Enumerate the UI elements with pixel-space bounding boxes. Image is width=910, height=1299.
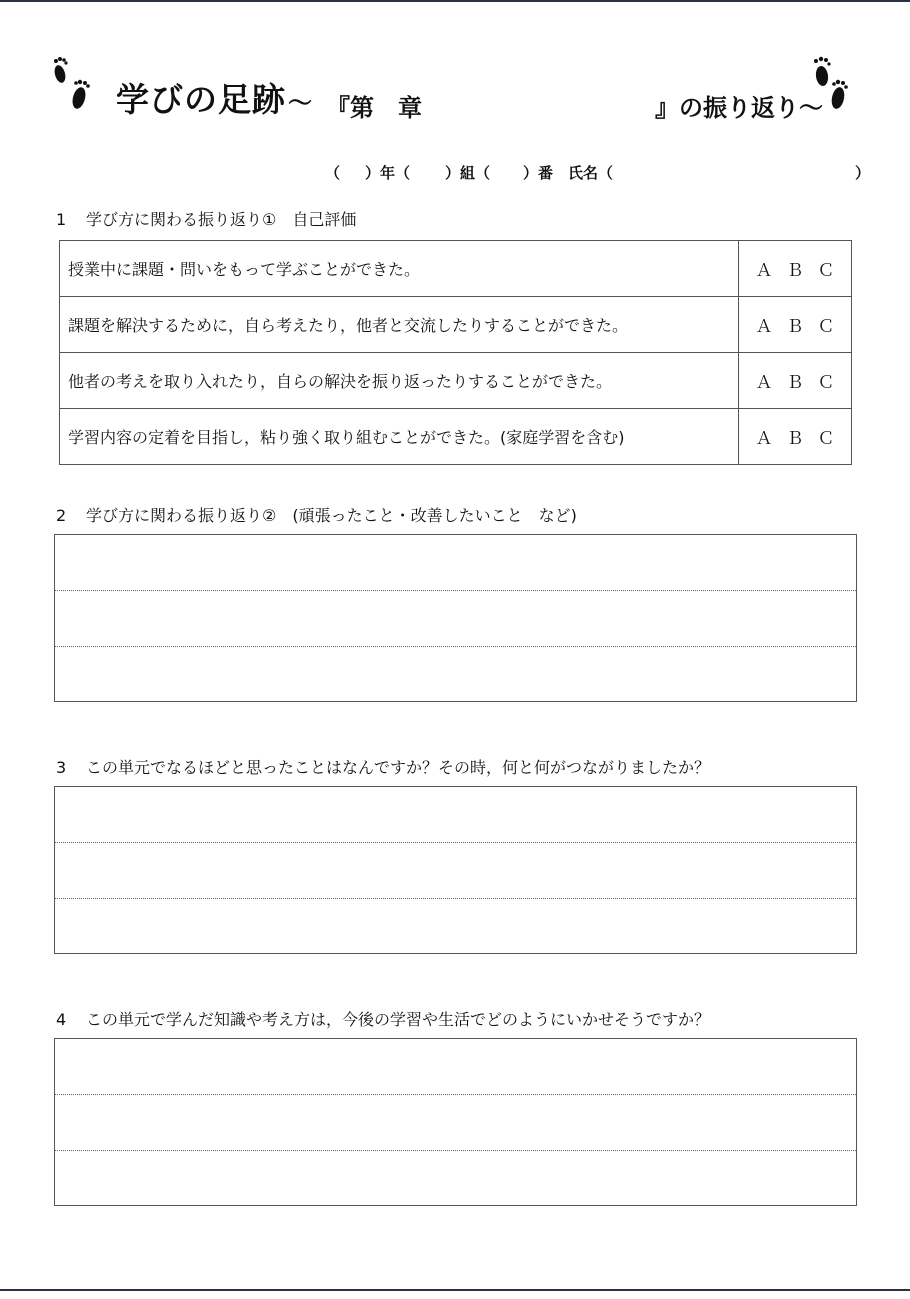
- number-name-label: ）番 氏名（: [523, 164, 614, 182]
- section-2-heading: [56, 503, 577, 526]
- table-row: [60, 297, 852, 353]
- title-tilde: ～: [288, 89, 312, 117]
- section-number: 2: [56, 506, 67, 525]
- grade-choices[interactable]: ＡＢＣ: [739, 297, 852, 353]
- table-row: [60, 353, 852, 409]
- section-1-heading: [56, 207, 356, 230]
- year-label: ）年（: [365, 164, 411, 182]
- page-bottom-border: [0, 1289, 910, 1291]
- class-label: ）組（: [445, 164, 491, 182]
- title-main: 学びの足跡: [116, 80, 286, 119]
- table-row: [60, 241, 852, 297]
- section-title: 学び方に関わる振り返り② (頑張ったこと・改善したいこと など): [86, 506, 577, 525]
- criterion-text: 学習内容の定着を目指し，粘り強く取り組むことができた。(家庭学習を含む): [60, 409, 739, 465]
- criterion-text: 課題を解決するために，自ら考えたり，他者と交流したりすることができた。: [60, 297, 739, 353]
- writing-line: [55, 1094, 856, 1095]
- section-title: 学び方に関わる振り返り① 自己評価: [86, 210, 357, 229]
- worksheet-title: [116, 74, 312, 124]
- writing-line: [55, 646, 856, 647]
- footprints-icon: [800, 54, 854, 118]
- writing-line: [55, 898, 856, 899]
- grade-choices[interactable]: ＡＢＣ: [739, 241, 852, 297]
- title-suffix: 』の振り返り～: [655, 94, 823, 122]
- application-writing-box[interactable]: [54, 1038, 857, 1206]
- page-top-border: [0, 0, 910, 2]
- criterion-text: 授業中に課題・問いをもって学ぶことができた。: [60, 241, 739, 297]
- section-number: 4: [56, 1010, 67, 1029]
- section-title: この単元で学んだ知識や考え方は，今後の学習や生活でどのようにいかせそうですか？: [86, 1010, 711, 1029]
- section-title: この単元でなるほどと思ったことはなんですか？その時，何と何がつながりましたか？: [86, 758, 711, 777]
- grade-choices[interactable]: ＡＢＣ: [739, 353, 852, 409]
- section-4-heading: [56, 1007, 710, 1030]
- reflection-writing-box[interactable]: [54, 534, 857, 702]
- section-3-heading: [56, 755, 710, 778]
- insight-writing-box[interactable]: [54, 786, 857, 954]
- student-info-paren: （: [325, 164, 341, 182]
- footprints-icon: [46, 54, 94, 118]
- name-close-paren: ）: [855, 164, 871, 182]
- table-row: [60, 409, 852, 465]
- writing-line: [55, 1150, 856, 1151]
- writing-line: [55, 590, 856, 591]
- self-evaluation-table: [59, 240, 852, 465]
- section-number: 3: [56, 758, 67, 777]
- chapter-label: 『第 章: [326, 94, 422, 122]
- writing-line: [55, 842, 856, 843]
- section-number: 1: [56, 210, 67, 229]
- grade-choices[interactable]: ＡＢＣ: [739, 409, 852, 465]
- criterion-text: 他者の考えを取り入れたり，自らの解決を振り返ったりすることができた。: [60, 353, 739, 409]
